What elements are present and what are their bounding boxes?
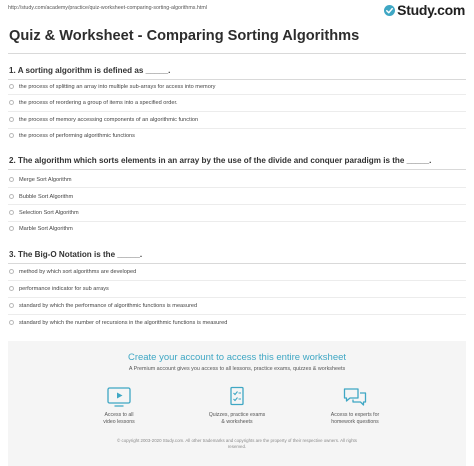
answer-option[interactable]: [9, 223, 73, 234]
option-divider: [8, 314, 466, 315]
option-divider: [8, 128, 466, 129]
copyright-line: © copyright 2003-2020 Study.com. All other trademarks and copyrights are the property of their respective owners. All rights: [117, 438, 357, 443]
study-logo[interactable]: [384, 2, 465, 18]
video-lessons-icon: [106, 386, 132, 408]
feature-label: Access to all: [104, 412, 134, 418]
question-2: 2. The algorithm which sorts elements in an array by the use of the divide and conquer paradigm is the _____.: [9, 156, 432, 165]
experts-chat-icon: [342, 386, 368, 408]
option-divider: [8, 204, 466, 205]
answer-option[interactable]: [9, 114, 198, 125]
question-1: 1. A sorting algorithm is defined as _____.: [9, 66, 171, 75]
answer-text: the process of splitting an array into multiple sub-arrays for access into memory: [19, 83, 216, 90]
answer-text: the process of memory accessing components of an algorithmic function: [19, 116, 199, 123]
option-divider: [8, 221, 466, 222]
feature-label: Access to experts for: [330, 412, 380, 418]
radio-button[interactable]: [9, 133, 14, 138]
answer-option[interactable]: [9, 283, 109, 294]
feature-experts: [315, 386, 395, 426]
question-divider: [8, 263, 466, 264]
feature-label: & worksheets: [221, 419, 253, 425]
top-bar: [0, 0, 474, 20]
copyright-notice: [8, 438, 466, 450]
option-divider: [8, 280, 466, 281]
answer-text: the process of reordering a group of items into a specified order.: [19, 99, 178, 106]
answer-text: the process of performing algorithmic functions: [19, 132, 135, 139]
radio-button[interactable]: [9, 303, 14, 308]
page-title: Quiz & Worksheet - Comparing Sorting Algorithms: [9, 28, 360, 44]
answer-text: performance indicator for sub arrays: [19, 285, 109, 292]
feature-video-lessons: [79, 386, 159, 426]
answer-option[interactable]: [9, 81, 215, 92]
logo-text: Study.com: [397, 2, 465, 18]
question-divider: [8, 79, 466, 80]
option-divider: [8, 187, 466, 188]
answer-option[interactable]: [9, 97, 178, 108]
answer-text: Bubble Sort Algorithm: [19, 193, 74, 200]
radio-button[interactable]: [9, 100, 14, 105]
radio-button[interactable]: [9, 210, 14, 215]
answer-option[interactable]: [9, 130, 135, 141]
answer-option[interactable]: [9, 191, 73, 202]
radio-button[interactable]: [9, 226, 14, 231]
option-divider: [8, 111, 466, 112]
quizzes-worksheets-icon: [224, 386, 250, 408]
answer-text: Selection Sort Algorithm: [19, 209, 79, 216]
option-divider: [8, 297, 466, 298]
answer-text: method by which sort algorithms are developed: [19, 268, 137, 275]
question-divider: [8, 169, 466, 170]
study-logo-icon: [384, 5, 395, 16]
premium-subheading: A Premium account gives you access to all lessons, practice exams, quizzes & worksheets: [128, 366, 346, 372]
radio-button[interactable]: [9, 194, 14, 199]
feature-label: video lessons: [103, 419, 135, 425]
question-3: 3. The Big-O Notation is the _____.: [9, 250, 143, 259]
answer-option[interactable]: [9, 266, 136, 277]
radio-button[interactable]: [9, 286, 14, 291]
answer-option[interactable]: [9, 174, 72, 185]
answer-text: standard by which the number of recursions in the algorithmic functions is measured: [19, 319, 228, 326]
radio-button[interactable]: [9, 320, 14, 325]
radio-button[interactable]: [9, 177, 14, 182]
radio-button[interactable]: [9, 117, 14, 122]
answer-option[interactable]: [9, 300, 197, 311]
feature-label: Quizzes, practice exams: [208, 412, 266, 418]
title-divider: [8, 53, 466, 54]
copyright-line: reserved.: [227, 444, 247, 449]
answer-text: standard by which the performance of algorithmic functions is measured: [19, 302, 198, 309]
answer-option[interactable]: [9, 317, 227, 328]
feature-label: homework questions: [331, 419, 379, 425]
answer-option[interactable]: [9, 207, 79, 218]
premium-heading[interactable]: Create your account to access this entire worksheet: [127, 352, 347, 363]
radio-button[interactable]: [9, 84, 14, 89]
answer-text: Merge Sort Algorithm: [19, 176, 72, 183]
answer-text: Marble Sort Algorithm: [19, 225, 73, 232]
radio-button[interactable]: [9, 269, 14, 274]
page-url[interactable]: http://study.com/academy/practice/quiz-worksheet-comparing-sorting-algorithms.html: [8, 5, 207, 11]
feature-quizzes: [197, 386, 277, 426]
option-divider: [8, 94, 466, 95]
premium-cta-panel: [8, 341, 466, 466]
